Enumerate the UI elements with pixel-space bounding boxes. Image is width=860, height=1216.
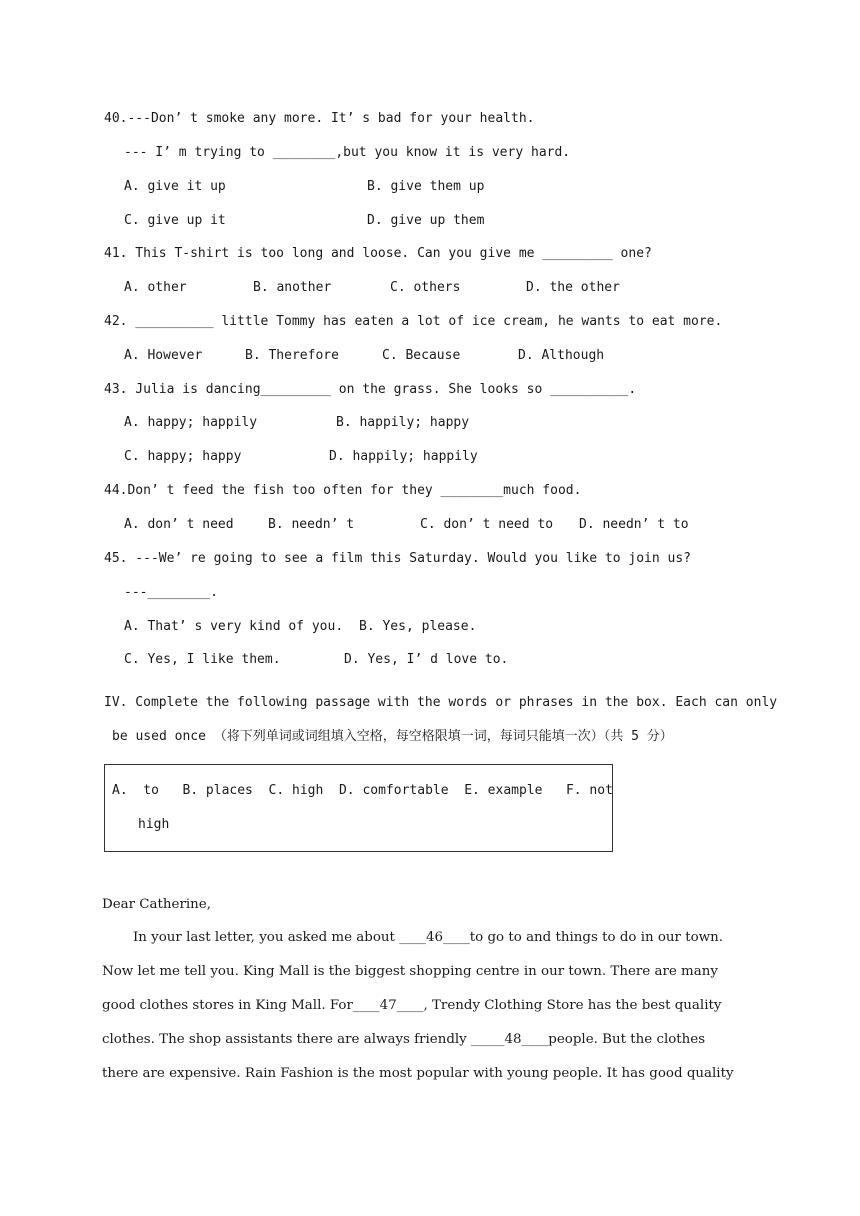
question-44-option-b: B. needn’ t: [268, 517, 355, 532]
question-43-option-c: C. happy; happy: [124, 449, 242, 464]
question-41-option-c: C. others: [390, 280, 461, 295]
question-45-option-d: D. Yes, I’ d love to.: [344, 652, 509, 667]
question-44-option-c: C. don’ t need to: [420, 517, 554, 532]
letter-line-4: clothes. The shop assistants there are always friendly _____48____people. But the clothes: [102, 1032, 706, 1047]
question-42-option-d: D. Although: [518, 348, 605, 363]
question-42-stem: 42. __________ little Tommy has eaten a lot of ice cream, he wants to eat more.: [104, 314, 723, 329]
letter-line-3: good clothes stores in King Mall. For____47____, Trendy Clothing Store has the best quality: [102, 998, 722, 1013]
question-42-option-a: A. However: [124, 348, 203, 363]
letter-salutation: Dear Catherine,: [102, 897, 211, 912]
question-43-stem: 43. Julia is dancing_________ on the grass. She looks so __________.: [104, 382, 637, 397]
question-45-option-c: C. Yes, I like them.: [124, 652, 281, 667]
question-44-stem: 44.Don’ t feed the fish too often for they ________much food.: [104, 483, 582, 498]
word-box-options: A. to B. places C. high D. comfortable E. example F. not: [112, 783, 613, 798]
question-43-option-b: B. happily; happy: [336, 415, 470, 430]
question-45-stem: 45. ---We’ re going to see a film this Saturday. Would you like to join us?: [104, 551, 691, 566]
letter-line-5: there are expensive. Rain Fashion is the most popular with young people. It has good quality: [102, 1066, 734, 1081]
question-40-option-b: B. give them up: [367, 179, 485, 194]
question-45-option-b: B. Yes, please.: [359, 619, 477, 634]
word-box: [104, 764, 613, 852]
question-41-option-d: D. the other: [526, 280, 620, 295]
question-43-option-a: A. happy; happily: [124, 415, 258, 430]
question-41-option-b: B. another: [253, 280, 332, 295]
question-40-stem: 40.---Don’ t smoke any more. It’ s bad for your health.: [104, 111, 535, 126]
question-40-response: --- I’ m trying to ________,but you know it is very hard.: [124, 145, 571, 160]
question-45-response: ---________.: [124, 585, 218, 600]
question-40-option-c: C. give up it: [124, 213, 226, 228]
question-43-option-d: D. happily; happily: [329, 449, 478, 464]
question-40-option-d: D. give up them: [367, 213, 485, 228]
question-41-option-a: A. other: [124, 280, 187, 295]
question-42-option-b: B. Therefore: [245, 348, 339, 363]
question-44-option-a: A. don’ t need: [124, 517, 234, 532]
section-iv-instructions-cont: be used once （将下列单词或词组填入空格，每空格限填一词，每词只能填一次）（共 5 分）: [112, 729, 673, 744]
question-42-option-c: C. Because: [382, 348, 461, 363]
word-box-options-cont: high: [138, 817, 170, 832]
question-45-option-a: A. That’ s very kind of you.: [124, 619, 344, 634]
question-44-option-d: D. needn’ t to: [579, 517, 689, 532]
section-iv-instructions: IV. Complete the following passage with the words or phrases in the box. Each can only: [104, 695, 778, 710]
letter-line-1: In your last letter, you asked me about ____46____to go to and things to do in our town.: [133, 930, 723, 945]
letter-line-2: Now let me tell you. King Mall is the biggest shopping centre in our town. There are many: [102, 964, 718, 979]
question-40-option-a: A. give it up: [124, 179, 226, 194]
question-41-stem: 41. This T-shirt is too long and loose. Can you give me _________ one?: [104, 246, 652, 261]
